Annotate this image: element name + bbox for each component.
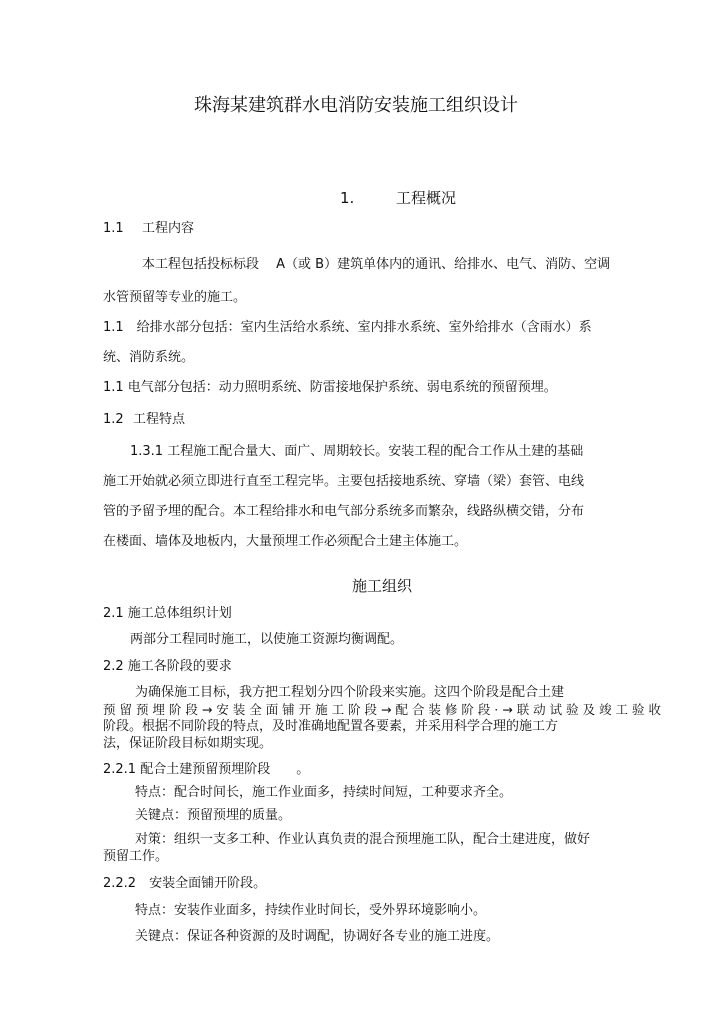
section-1-number: 1. bbox=[340, 189, 355, 207]
paragraph-line: 特点：安装作业面多，持续作业时间长，受外界环境影响小。 bbox=[135, 903, 487, 918]
subsection-1-1-title: 工程内容 bbox=[142, 221, 195, 236]
paragraph-line: 两部分工程同时施工，以使施工资源均衡调配。 bbox=[130, 632, 404, 647]
paragraph-line: 在楼面、墙体及地板内，大量预埋工作必须配合土建主体施工。 bbox=[103, 534, 468, 549]
paragraph-line: 1.1 电气部分包括：动力照明系统、防雷接地保护系统、弱电系统的预留预埋。 bbox=[103, 380, 557, 395]
paragraph-line: 对策：组织一支多工种、作业认真负责的混合预埋施工队，配合土建进度，做好 bbox=[135, 832, 591, 847]
subsection-1-2-number: 1.2 bbox=[103, 412, 124, 427]
paragraph-line: 为确保施工目标，我方把工程划分四个阶段来实施。这四个阶段是配合土建 bbox=[135, 685, 565, 700]
paragraph-line: 特点：配合时间长，施工作业面多，持续时间短，工种要求齐全。 bbox=[135, 785, 513, 800]
document-title: 珠海某建筑群水电消防安装施工组织设计 bbox=[194, 95, 518, 116]
paragraph-line: 关键点：预留预埋的质量。 bbox=[135, 808, 292, 823]
subsection-1-2-title: 工程特点 bbox=[133, 412, 186, 427]
subsection-1-1-number: 1.1 bbox=[103, 221, 124, 236]
section-2-title: 施工组织 bbox=[352, 577, 413, 595]
paragraph-line: 1.3.1 工程施工配合量大、面广、周期较长。安装工程的配合工作从土建的基础 bbox=[130, 444, 584, 459]
paragraph-line: 水管预留等专业的施工。 bbox=[103, 290, 247, 305]
paragraph-line: 预 留 预 埋 阶 段 → 安 装 全 面 铺 开 施 工 阶 段 → 配 合 装 修 阶 段 · → 联 动 试 验 及 竣 工 验 收 bbox=[103, 702, 661, 717]
paragraph-line: 本工程包括投标标段 A（或 B）建筑单体内的通讯、给排水、电气、消防、空调 bbox=[142, 257, 611, 272]
subsection-2-2-heading: 2.2 施工各阶段的要求 bbox=[103, 659, 232, 674]
paragraph-line: 预留工作。 bbox=[103, 849, 169, 864]
paragraph-line: 关键点：保证各种资源的及时调配，协调好各专业的施工进度。 bbox=[135, 929, 500, 944]
paragraph-line: 阶段。根据不同阶段的特点，及时准确地配置各要素，并采用科学合理的施工方 bbox=[103, 719, 559, 734]
paragraph-line: 1.1 给排水部分包括：室内生活给水系统、室内排水系统、室外给排水（含雨水）系 bbox=[103, 320, 592, 335]
subsection-2-2-1-heading: 2.2.1 配合土建预留预埋阶段 。 bbox=[103, 762, 310, 777]
subsection-2-1-heading: 2.1 施工总体组织计划 bbox=[103, 606, 232, 621]
paragraph-line: 法，保证阶段目标如期实现。 bbox=[103, 736, 273, 751]
paragraph-line: 统、消防系统。 bbox=[103, 350, 195, 365]
section-1-title: 工程概况 bbox=[396, 189, 457, 207]
paragraph-line: 管的予留予埋的配合。本工程给排水和电气部分系统多而繁杂，线路纵横交错，分布 bbox=[103, 504, 585, 519]
subsection-2-2-2-heading: 2.2.2 安装全面铺开阶段。 bbox=[103, 876, 267, 891]
paragraph-line: 施工开始就必须立即进行直至工程完毕。主要包括接地系统、穿墙（梁）套管、电线 bbox=[103, 474, 585, 489]
